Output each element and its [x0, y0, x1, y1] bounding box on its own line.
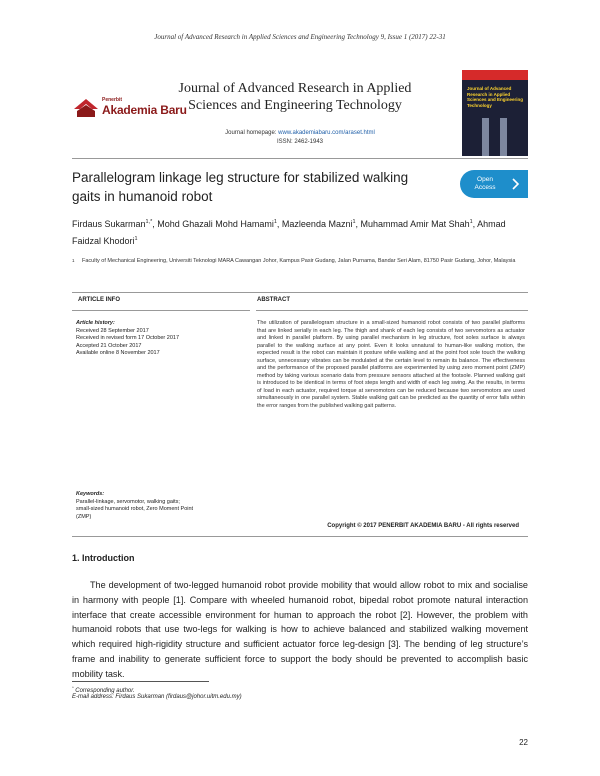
homepage-link[interactable]: www.akademiabaru.com/araset.html: [278, 130, 375, 136]
cover-tower-right: [500, 118, 507, 156]
journal-title-line2: Sciences and Engineering Technology: [188, 98, 402, 113]
author-name: Muhammad Amir Mat Shah: [360, 219, 470, 229]
section-heading: 1. Introduction: [72, 553, 135, 563]
copyright: Copyright © 2017 PENERBIT AKADEMIA BARU - All rights reserved: [327, 523, 519, 529]
article-info-header: ARTICLE INFO: [78, 297, 120, 303]
open-access-arrow-icon[interactable]: [508, 170, 528, 198]
logo-big-text: Akademia Baru: [102, 103, 187, 117]
online-date: Available online 8 November 2017: [76, 350, 160, 356]
affiliation-text: Faculty of Mechanical Engineering, Universiti Teknologi MARA Cawangan Johor, Kampus Pasir Gudang, Jalan Purnama, Bandar Seri Alam, 81750 Pasir Gudang, Johor, Malaysia: [82, 258, 516, 264]
author-list: Firdaus Sukarman$^{1,*}$, Mohd Ghazali Mohd Hamami$^1$, Mazleenda Mazni$^1$, Muhammad Amir Mat Shah$^1$, Ahmad Faidzal Khodori$^1$: [72, 219, 506, 246]
abstract-text: The utilization of parallelogram structure in a small-sized humanoid robot consists of two parallel platforms that are linked serially in each leg. The thigh and shank of each leg consists of two servomotors as actuator and linked in parallel platform. By using parallel mechanism in leg structure, foot soles surface is always parallel to the walking surface at any point. Even it looks unnatural to human-like walking motion, the expected result is the robot can maintain it posture while walking and at the point foot sole touch the walking surface, unnecessary vibrates can be modulated at the certain level to remain its balance. The effectiveness and the performance of the proposed parallel platforms are experimented by using zero moment point (ZMP) method by taking various scenario data from pressure sensors attached at the footsole. Planned walking gait is introduced to be identical in terms of foot steps length and width of each leg swing. As the results, in terms of load in each actuator, required torque at servomotors can be reduced because two servomotors are used simultaneously in one parallel system. Stable walking gait can be predicted as the quantity of error falls within the error ranges from the published walking gait patterns.: [257, 320, 525, 409]
info-top-rule: [72, 292, 528, 293]
author-name: Mazleenda Mazni: [281, 219, 353, 229]
paper-title-line2: gaits in humanoid robot: [72, 189, 213, 204]
footnote-star: *: [72, 685, 74, 690]
issn: ISSN: 2462-1943: [276, 139, 324, 145]
author-sup: 1,*: [145, 219, 153, 225]
corresponding-text: Corresponding author.: [75, 688, 135, 694]
keywords-line2: small-sized humanoid robot, Zero Moment Point: [76, 506, 194, 512]
open-access-badge[interactable]: [460, 170, 510, 198]
accepted-date: Accepted 21 October 2017: [76, 342, 142, 349]
homepage-label: Journal homepage:: [225, 130, 279, 136]
keywords-line3: (ZMP): [76, 513, 92, 520]
akademia-baru-logo-icon: [72, 97, 100, 119]
paper-title: [72, 168, 412, 206]
footnote-rule: [72, 681, 209, 682]
footnote-corresponding: [72, 685, 135, 694]
logo-small-text: Penerbit: [102, 97, 123, 103]
footnote-email[interactable]: E-mail address: Firdaus Sukarman (firdaus@johor.uitm.edu.my): [72, 694, 242, 700]
paper-title-line1: Parallelogram linkage leg structure for stabilized walking: [72, 170, 409, 185]
header-rule: [72, 158, 528, 159]
article-history: [76, 320, 246, 358]
intro-paragraph: The development of two-legged humanoid robot provide mobility that would allow robot to mix and socialise in harmony with people [1]. Compare with wheeled humanoid robot, bipedal robot promote natural interaction interface that create accessible environment for human to approach the robot [2]. However, the problem with humanoid robots that use two-legs for walking is how to achieve balanced and stabilized walking movement which required high-rigidity structure and sufficient actuator force leg-design [3]. The bending of leg structure’s frame and inability to generate sufficient force to support the body should be prevented to accomplish basic mobility task.: [72, 580, 528, 679]
open-access-line2: Access: [474, 184, 496, 191]
author-sup: 1: [352, 219, 356, 225]
journal-title: [170, 80, 420, 114]
cover-tower-left: [482, 118, 489, 156]
history-label: Article history:: [76, 320, 115, 326]
keywords-line1: Parallel-linkage, servomotor, walking gaits;: [76, 498, 180, 505]
keywords-label: Keywords:: [76, 491, 105, 497]
info-bottom-rule: [72, 536, 528, 537]
author-name: Ahmad Faidzal Khodori: [72, 219, 506, 246]
author-sup: 1: [469, 219, 473, 225]
author-sup: 1: [273, 219, 277, 225]
author-name: Mohd Ghazali Mohd Hamami: [157, 219, 274, 229]
author-sup: 1: [134, 236, 138, 242]
article-info-rule: [72, 310, 250, 311]
revised-date: Received in revised form 17 October 2017: [76, 335, 180, 341]
received-date: Received 28 September 2017: [76, 327, 149, 334]
abstract-rule: [256, 310, 528, 311]
journal-title-line1: Journal of Advanced Research in Applied: [178, 81, 412, 96]
page-number: 22: [519, 738, 528, 747]
cover-band: [462, 70, 528, 80]
open-access-line1: Open: [477, 176, 493, 183]
journal-homepage: [180, 130, 420, 136]
affiliation-number: 1: [72, 258, 75, 263]
keywords: [76, 491, 251, 521]
running-header: Journal of Advanced Research in Applied Sciences and Engineering Technology 9, Issue 1 (2017) 22-31: [154, 33, 446, 41]
abstract-header: ABSTRACT: [257, 297, 290, 303]
journal-cover-image: [462, 70, 528, 156]
cover-text: Journal of Advanced Research in Applied Sciences and Engineering Technology: [467, 86, 524, 108]
author-name: Firdaus Sukarman: [72, 219, 146, 229]
